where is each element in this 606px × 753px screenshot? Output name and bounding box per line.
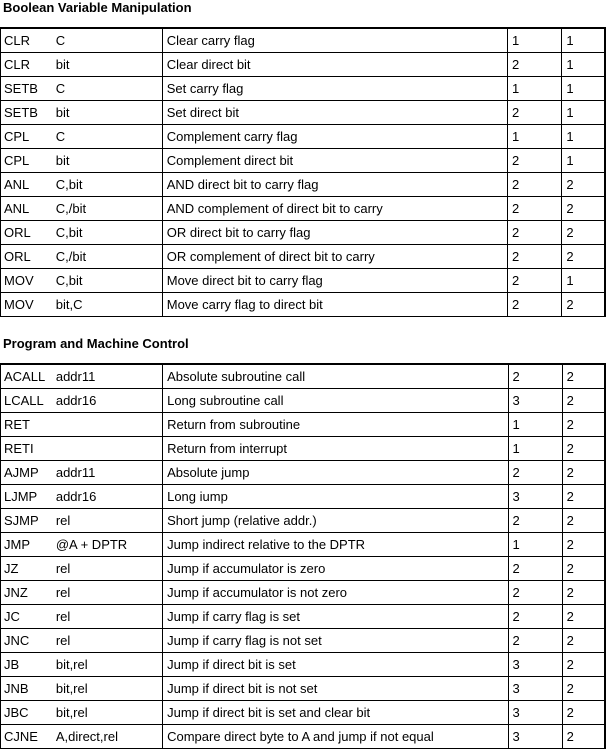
bytes-cell: 2: [507, 173, 561, 197]
table-row: [1, 701, 606, 725]
table-row: [1, 28, 606, 53]
mnemonic-cell: AJMP: [1, 461, 52, 485]
bytes-cell: 1: [507, 125, 561, 149]
cycles-cell: 2: [562, 245, 605, 269]
bytes-cell: 3: [508, 725, 562, 749]
section-title-program-control: Program and Machine Control: [3, 336, 189, 351]
cycles-cell: 1: [562, 125, 605, 149]
description-cell: OR complement of direct bit to carry: [162, 245, 507, 269]
table-row: [1, 581, 606, 605]
description-cell: Move direct bit to carry flag: [162, 269, 507, 293]
operand-cell: addr11: [52, 461, 163, 485]
mnemonic-cell: SETB: [1, 77, 52, 101]
cycles-cell: 1: [562, 149, 605, 173]
operand-cell: bit: [52, 149, 162, 173]
mnemonic-cell: JNB: [1, 677, 52, 701]
description-cell: Long iump: [163, 485, 508, 509]
bytes-cell: 1: [507, 28, 561, 53]
mnemonic-cell: ORL: [1, 245, 52, 269]
mnemonic-cell: CLR: [1, 53, 52, 77]
cycles-cell: 1: [562, 269, 605, 293]
description-cell: Absolute subroutine call: [163, 364, 508, 389]
cycles-cell: 2: [562, 677, 605, 701]
table-row: [1, 533, 606, 557]
mnemonic-cell: CJNE: [1, 725, 52, 749]
instruction-table-boolean: [0, 27, 606, 317]
operand-cell: addr16: [52, 485, 163, 509]
description-cell: Move carry flag to direct bit: [162, 293, 507, 317]
description-cell: Jump if direct bit is set and clear bit: [163, 701, 508, 725]
mnemonic-cell: JC: [1, 605, 52, 629]
table-row: [1, 293, 606, 317]
description-cell: AND complement of direct bit to carry: [162, 197, 507, 221]
cycles-cell: 2: [562, 509, 605, 533]
table-row: [1, 677, 606, 701]
bytes-cell: 3: [508, 653, 562, 677]
operand-cell: bit: [52, 101, 162, 125]
description-cell: Return from interrupt: [163, 437, 508, 461]
table-row: [1, 557, 606, 581]
bytes-cell: 2: [507, 197, 561, 221]
table-row: [1, 725, 606, 749]
cycles-cell: 2: [562, 557, 605, 581]
table-row: [1, 269, 606, 293]
table-row: [1, 101, 606, 125]
operand-cell: bit,C: [52, 293, 162, 317]
mnemonic-cell: ACALL: [1, 364, 52, 389]
mnemonic-cell: LJMP: [1, 485, 52, 509]
bytes-cell: 2: [507, 53, 561, 77]
cycles-cell: 2: [562, 461, 605, 485]
mnemonic-cell: SJMP: [1, 509, 52, 533]
operand-cell: C: [52, 125, 162, 149]
table-row: [1, 461, 606, 485]
operand-cell: C,bit: [52, 173, 162, 197]
operand-cell: C: [52, 77, 162, 101]
operand-cell: [52, 413, 163, 437]
cycles-cell: 2: [562, 533, 605, 557]
operand-cell: bit,rel: [52, 677, 163, 701]
mnemonic-cell: JZ: [1, 557, 52, 581]
operand-cell: bit: [52, 53, 162, 77]
bytes-cell: 2: [507, 269, 561, 293]
table-row: [1, 364, 606, 389]
operand-cell: addr11: [52, 364, 163, 389]
description-cell: OR direct bit to carry flag: [162, 221, 507, 245]
mnemonic-cell: CPL: [1, 125, 52, 149]
cycles-cell: 2: [562, 701, 605, 725]
mnemonic-cell: SETB: [1, 101, 52, 125]
operand-cell: [52, 437, 163, 461]
bytes-cell: 3: [508, 677, 562, 701]
mnemonic-cell: JBC: [1, 701, 52, 725]
description-cell: Jump indirect relative to the DPTR: [163, 533, 508, 557]
bytes-cell: 2: [508, 605, 562, 629]
cycles-cell: 1: [562, 101, 605, 125]
operand-cell: rel: [52, 629, 163, 653]
description-cell: Jump if direct bit is set: [163, 653, 508, 677]
operand-cell: @A + DPTR: [52, 533, 163, 557]
description-cell: Set carry flag: [162, 77, 507, 101]
mnemonic-cell: JNZ: [1, 581, 52, 605]
cycles-cell: 2: [562, 629, 605, 653]
mnemonic-cell: CPL: [1, 149, 52, 173]
cycles-cell: 2: [562, 653, 605, 677]
bytes-cell: 2: [507, 101, 561, 125]
bytes-cell: 2: [508, 581, 562, 605]
cycles-cell: 2: [562, 221, 605, 245]
description-cell: Return from subroutine: [163, 413, 508, 437]
table-row: [1, 149, 606, 173]
cycles-cell: 2: [562, 364, 605, 389]
bytes-cell: 2: [507, 293, 561, 317]
operand-cell: rel: [52, 605, 163, 629]
cycles-cell: 2: [562, 173, 605, 197]
bytes-cell: 2: [507, 245, 561, 269]
mnemonic-cell: LCALL: [1, 389, 52, 413]
description-cell: Clear carry flag: [162, 28, 507, 53]
table-row: [1, 653, 606, 677]
table-row: [1, 245, 606, 269]
description-cell: Jump if carry flag is not set: [163, 629, 508, 653]
operand-cell: C: [52, 28, 162, 53]
operand-cell: rel: [52, 557, 163, 581]
mnemonic-cell: JNC: [1, 629, 52, 653]
cycles-cell: 2: [562, 389, 605, 413]
bytes-cell: 1: [508, 437, 562, 461]
operand-cell: addr16: [52, 389, 163, 413]
mnemonic-cell: RETI: [1, 437, 52, 461]
table-row: [1, 221, 606, 245]
description-cell: Set direct bit: [162, 101, 507, 125]
cycles-cell: 1: [562, 77, 605, 101]
bytes-cell: 2: [508, 557, 562, 581]
description-cell: Absolute jump: [163, 461, 508, 485]
table-row: [1, 77, 606, 101]
bytes-cell: 3: [508, 701, 562, 725]
description-cell: Complement direct bit: [162, 149, 507, 173]
operand-cell: bit,rel: [52, 653, 163, 677]
cycles-cell: 2: [562, 485, 605, 509]
mnemonic-cell: ORL: [1, 221, 52, 245]
bytes-cell: 2: [508, 364, 562, 389]
table-row: [1, 125, 606, 149]
mnemonic-cell: MOV: [1, 293, 52, 317]
table-row: [1, 197, 606, 221]
cycles-cell: 2: [562, 437, 605, 461]
bytes-cell: 2: [508, 629, 562, 653]
description-cell: Jump if accumulator is zero: [163, 557, 508, 581]
table-row: [1, 509, 606, 533]
mnemonic-cell: ANL: [1, 197, 52, 221]
cycles-cell: 2: [562, 413, 605, 437]
description-cell: AND direct bit to carry flag: [162, 173, 507, 197]
bytes-cell: 2: [508, 509, 562, 533]
cycles-cell: 2: [562, 725, 605, 749]
cycles-cell: 1: [562, 28, 605, 53]
operand-cell: A,direct,rel: [52, 725, 163, 749]
table-row: [1, 173, 606, 197]
section-title-boolean: Boolean Variable Manipulation: [3, 0, 192, 15]
mnemonic-cell: RET: [1, 413, 52, 437]
description-cell: Complement carry flag: [162, 125, 507, 149]
bytes-cell: 3: [508, 485, 562, 509]
operand-cell: rel: [52, 581, 163, 605]
table-row: [1, 389, 606, 413]
instruction-table-program-control: [0, 363, 606, 749]
cycles-cell: 2: [562, 197, 605, 221]
table-row: [1, 53, 606, 77]
mnemonic-cell: ANL: [1, 173, 52, 197]
bytes-cell: 1: [508, 413, 562, 437]
cycles-cell: 1: [562, 53, 605, 77]
description-cell: Jump if carry flag is set: [163, 605, 508, 629]
description-cell: Clear direct bit: [162, 53, 507, 77]
description-cell: Short jump (relative addr.): [163, 509, 508, 533]
cycles-cell: 2: [562, 293, 605, 317]
description-cell: Compare direct byte to A and jump if not equal: [163, 725, 508, 749]
description-cell: Jump if accumulator is not zero: [163, 581, 508, 605]
description-cell: Jump if direct bit is not set: [163, 677, 508, 701]
cycles-cell: 2: [562, 581, 605, 605]
bytes-cell: 2: [507, 221, 561, 245]
operand-cell: bit,rel: [52, 701, 163, 725]
mnemonic-cell: JB: [1, 653, 52, 677]
mnemonic-cell: MOV: [1, 269, 52, 293]
table-row: [1, 605, 606, 629]
description-cell: Long subroutine call: [163, 389, 508, 413]
bytes-cell: 2: [507, 149, 561, 173]
mnemonic-cell: JMP: [1, 533, 52, 557]
cycles-cell: 2: [562, 605, 605, 629]
table-row: [1, 437, 606, 461]
bytes-cell: 3: [508, 389, 562, 413]
operand-cell: C,bit: [52, 221, 162, 245]
bytes-cell: 1: [507, 77, 561, 101]
operand-cell: C,/bit: [52, 197, 162, 221]
table-row: [1, 485, 606, 509]
table-row: [1, 413, 606, 437]
table-row: [1, 629, 606, 653]
operand-cell: C,bit: [52, 269, 162, 293]
mnemonic-cell: CLR: [1, 28, 52, 53]
operand-cell: C,/bit: [52, 245, 162, 269]
bytes-cell: 2: [508, 461, 562, 485]
bytes-cell: 1: [508, 533, 562, 557]
operand-cell: rel: [52, 509, 163, 533]
